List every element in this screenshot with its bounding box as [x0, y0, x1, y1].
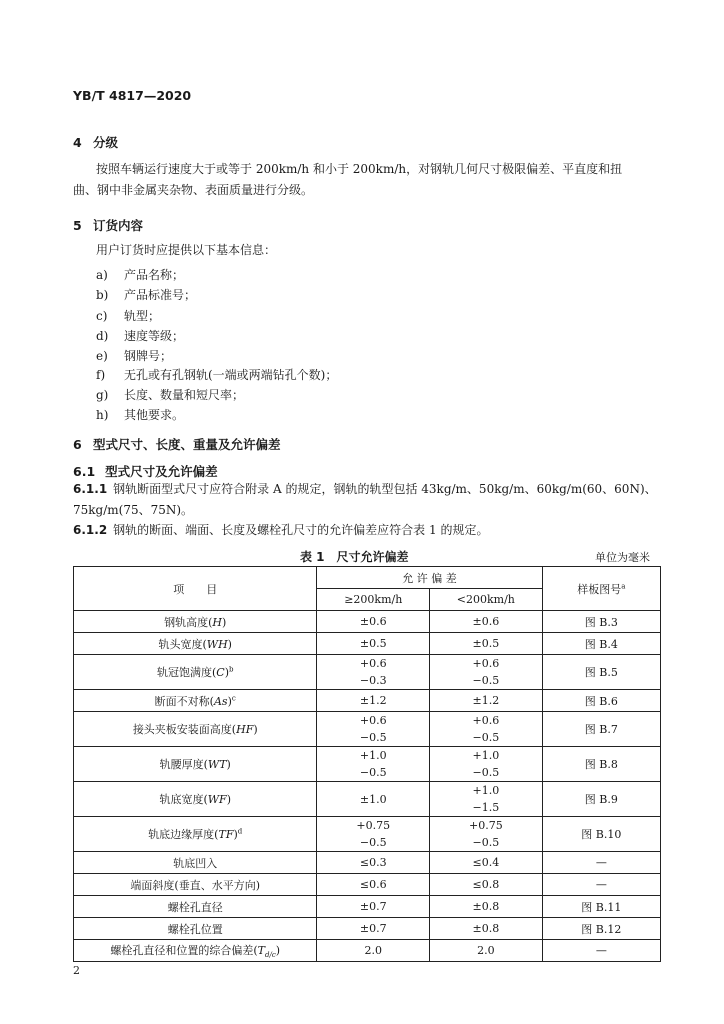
tol-lt200-lower: −0.5 [430, 729, 543, 747]
ref-cell: — [542, 874, 660, 896]
ref-cell: 图 B.6 [542, 690, 660, 712]
tol-lt200-cell: ±1.2 [430, 690, 543, 712]
tol-ge200-lower: −0.3 [317, 672, 430, 690]
item-cell: 螺栓孔位置 [74, 918, 317, 940]
section-4-body-line2: 曲、钢中非金属夹杂物、表面质量进行分级。 [73, 183, 314, 197]
tol-lt200-cell: ±0.6 [430, 611, 543, 633]
header-template-ref: 样板图号$^a$ [542, 567, 660, 611]
tol-lt200-upper: +0.6 [430, 655, 543, 673]
tol-lt200-cell: 2.0 [430, 940, 543, 962]
item-cell: 轨头宽度(WH) [74, 633, 317, 655]
section-number: 6 [73, 437, 82, 452]
table-row [74, 747, 661, 765]
subsection-6-1-heading [73, 462, 218, 480]
table-caption: 表 1 尺寸允许偏差 [300, 550, 409, 564]
header-speed-ge200: ≥200km/h [317, 589, 430, 611]
list-item: g) 长度、数量和短尺率； [96, 388, 245, 402]
section-5-intro: 用户订货时应提供以下基本信息： [96, 243, 277, 257]
section-number: 4 [73, 135, 82, 150]
clause-text: 钢轨的断面、端面、长度及螺栓孔尺寸的允许偏差应符合表 1 的规定。 [113, 523, 489, 537]
tol-ge200-upper: +1.0 [317, 747, 430, 765]
tol-ge200-cell: ±0.6 [317, 611, 430, 633]
header-speed-lt200: <200km/h [430, 589, 543, 611]
tol-ge200-cell: ±0.7 [317, 896, 430, 918]
table-row [74, 633, 661, 655]
section-4-heading [73, 133, 118, 151]
tol-ge200-cell: ±1.2 [317, 690, 430, 712]
table-row [74, 655, 661, 673]
subsection-title: 型式尺寸及允许偏差 [105, 464, 218, 479]
tol-lt200-lower: −1.5 [430, 799, 543, 817]
tolerance-table [73, 566, 661, 962]
table-row [74, 940, 661, 962]
ref-cell: — [542, 852, 660, 874]
table-row [74, 817, 661, 835]
item-cell: 接头夹板安装面高度(HF) [74, 712, 317, 747]
ref-cell: 图 B.12 [542, 918, 660, 940]
table-row [74, 611, 661, 633]
section-5-heading [73, 216, 143, 234]
item-cell: 端面斜度(垂直、水平方向) [74, 874, 317, 896]
tol-ge200-upper: +0.6 [317, 712, 430, 730]
item-cell: 钢轨高度(H) [74, 611, 317, 633]
ref-cell: 图 B.5 [542, 655, 660, 690]
clause-text-line2: 75kg/m(75、75N)。 [73, 503, 194, 517]
table-row [74, 782, 661, 800]
section-title: 分级 [93, 135, 119, 150]
document-code: YB/T 4817—2020 [73, 88, 192, 103]
item-cell: 轨底凹入 [74, 852, 317, 874]
section-title: 型式尺寸、长度、重量及允许偏差 [93, 437, 281, 452]
item-cell: 轨底边缘厚度(TF)$^d$ [74, 817, 317, 852]
ref-cell: 图 B.4 [542, 633, 660, 655]
ref-cell: 图 B.9 [542, 782, 660, 817]
tol-ge200-cell: 2.0 [317, 940, 430, 962]
tol-lt200-upper: +1.0 [430, 782, 543, 800]
section-title: 订货内容 [93, 218, 144, 233]
header-tolerance: 允 许 偏 差 [317, 567, 542, 589]
tol-lt200-cell: ≤0.8 [430, 874, 543, 896]
tol-lt200-upper: +0.75 [430, 817, 543, 835]
item-cell: 轨腰厚度(WT) [74, 747, 317, 782]
tol-lt200-cell: ±0.8 [430, 896, 543, 918]
item-cell: 轨底宽度(WF) [74, 782, 317, 817]
ref-cell: 图 B.11 [542, 896, 660, 918]
section-4-body-line1: 按照车辆运行速度大于或等于 200km/h 和小于 200km/h，对钢轨几何尺寸极限偏差、平直度和扭 [96, 162, 623, 176]
tol-ge200-upper: +0.6 [317, 655, 430, 673]
list-item: e) 钢牌号； [96, 349, 173, 363]
table-row [74, 852, 661, 874]
table-row [74, 690, 661, 712]
list-item: d) 速度等级； [96, 329, 185, 343]
tol-lt200-lower: −0.5 [430, 764, 543, 782]
clause-text-line1: 钢轨断面型式尺寸应符合附录 A 的规定，钢轨的轨型包括 43kg/m、50kg/m、60kg/m(60、60N)、 [113, 482, 657, 496]
table-unit-note: 单位为毫米 [595, 551, 650, 564]
clause-6-1-2 [73, 520, 659, 541]
clause-number: 6.1.2 [73, 523, 108, 537]
ref-cell: 图 B.10 [542, 817, 660, 852]
tol-ge200-lower: −0.5 [317, 729, 430, 747]
ref-cell: 图 B.7 [542, 712, 660, 747]
table-row [74, 712, 661, 730]
tol-ge200-cell: ±1.0 [317, 782, 430, 817]
subsection-number: 6.1 [73, 464, 96, 479]
list-item: f) 无孔或有孔钢轨(一端或两端钻孔个数)； [96, 368, 338, 382]
section-number: 5 [73, 218, 82, 233]
tol-lt200-lower: −0.5 [430, 834, 543, 852]
item-cell: 螺栓孔直径 [74, 896, 317, 918]
ref-cell: 图 B.8 [542, 747, 660, 782]
clause-number: 6.1.1 [73, 482, 108, 496]
page-number: 2 [73, 964, 80, 977]
table-row [74, 918, 661, 940]
tol-ge200-cell: ≤0.6 [317, 874, 430, 896]
tol-ge200-lower: −0.5 [317, 834, 430, 852]
tol-lt200-lower: −0.5 [430, 672, 543, 690]
ref-cell: — [542, 940, 660, 962]
tol-ge200-cell: ±0.5 [317, 633, 430, 655]
table-row [74, 874, 661, 896]
clause-6-1-1 [73, 479, 659, 521]
tol-lt200-cell: ≤0.4 [430, 852, 543, 874]
item-cell: 轨冠饱满度$(C)^b$ [74, 655, 317, 690]
tol-ge200-cell: ±0.7 [317, 918, 430, 940]
tol-lt200-cell: ±0.8 [430, 918, 543, 940]
table-row [74, 896, 661, 918]
tol-ge200-cell: ≤0.3 [317, 852, 430, 874]
tol-ge200-upper: +0.75 [317, 817, 430, 835]
tol-lt200-upper: +0.6 [430, 712, 543, 730]
list-item: b) 产品标准号； [96, 288, 197, 302]
section-6-heading [73, 435, 281, 453]
item-cell: 断面不对称$(As)^c$ [74, 690, 317, 712]
list-item: a) 产品名称； [96, 268, 185, 282]
header-item: 项 目 [74, 567, 317, 611]
list-item: h) 其他要求。 [96, 408, 185, 422]
ref-cell: 图 B.3 [542, 611, 660, 633]
item-cell: 螺栓孔直径和位置的综合偏差$(T_{d/c})$ [74, 940, 317, 962]
tol-lt200-cell: ±0.5 [430, 633, 543, 655]
list-item: c) 轨型； [96, 309, 161, 323]
tol-lt200-upper: +1.0 [430, 747, 543, 765]
tol-ge200-lower: −0.5 [317, 764, 430, 782]
